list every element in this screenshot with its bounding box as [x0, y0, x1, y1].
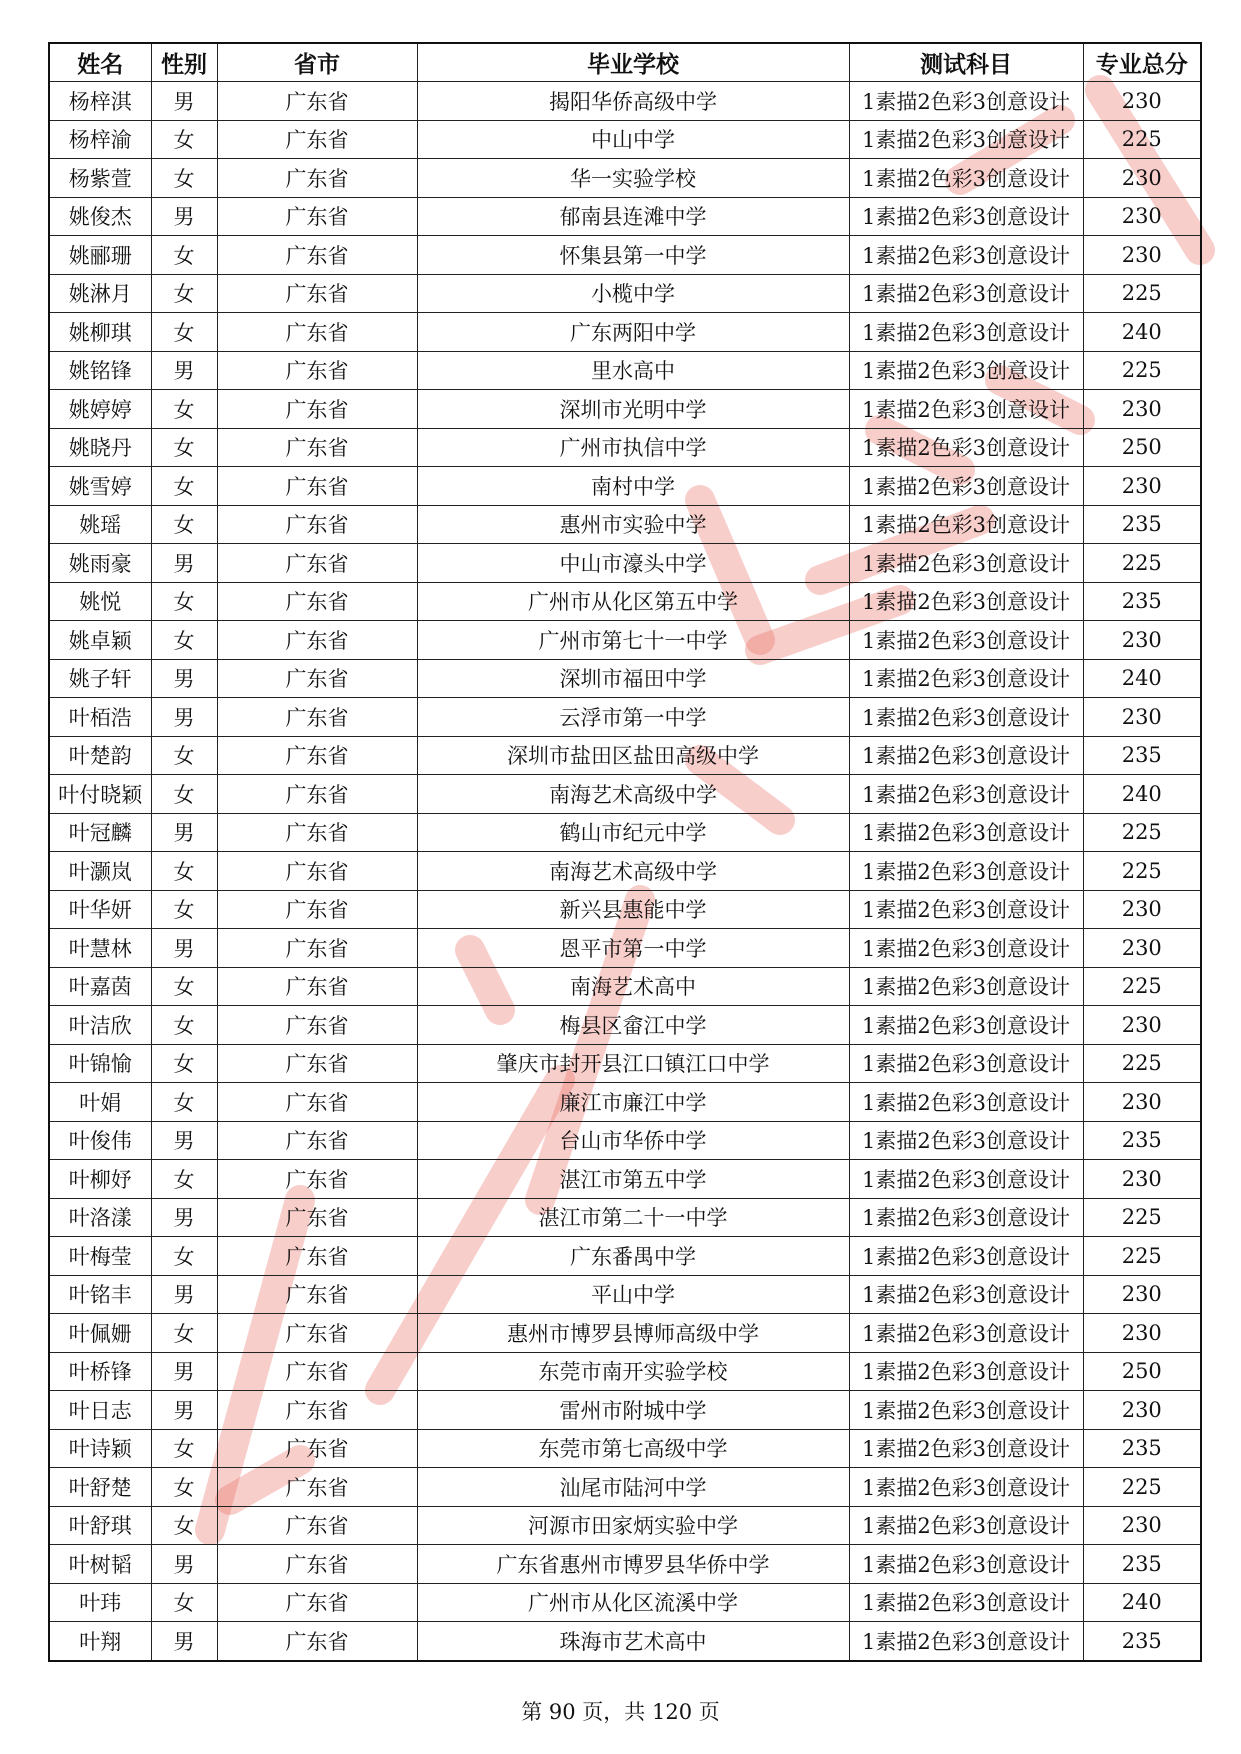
cell-total-score: 230 — [1083, 929, 1201, 968]
cell-name: 叶嘉茵 — [49, 967, 151, 1006]
cell-province: 广东省 — [217, 1083, 417, 1122]
column-header-province: 省市 — [217, 43, 417, 82]
cell-name: 姚淋月 — [49, 274, 151, 313]
cell-province: 广东省 — [217, 82, 417, 121]
cell-subjects: 1素描2色彩3创意设计 — [849, 1198, 1083, 1237]
table-body — [49, 82, 1201, 1661]
cell-total-score: 225 — [1083, 351, 1201, 390]
cell-name: 姚铭锋 — [49, 351, 151, 390]
table-row — [49, 1468, 1201, 1507]
cell-gender: 女 — [151, 313, 217, 352]
table-row — [49, 1275, 1201, 1314]
cell-name: 叶慧林 — [49, 929, 151, 968]
cell-province: 广东省 — [217, 659, 417, 698]
cell-total-score: 225 — [1083, 120, 1201, 159]
cell-total-score: 240 — [1083, 313, 1201, 352]
cell-province: 广东省 — [217, 813, 417, 852]
cell-school: 湛江市第五中学 — [417, 1160, 849, 1199]
column-header-name: 姓名 — [49, 43, 151, 82]
cell-total-score: 235 — [1083, 505, 1201, 544]
cell-province: 广东省 — [217, 1622, 417, 1661]
cell-province: 广东省 — [217, 1314, 417, 1353]
table-row — [49, 929, 1201, 968]
cell-subjects: 1素描2色彩3创意设计 — [849, 1121, 1083, 1160]
table-row — [49, 1314, 1201, 1353]
cell-name: 叶舒楚 — [49, 1468, 151, 1507]
cell-name: 叶铭丰 — [49, 1275, 151, 1314]
cell-school: 广东番禺中学 — [417, 1237, 849, 1276]
cell-total-score: 250 — [1083, 1352, 1201, 1391]
cell-total-score: 230 — [1083, 236, 1201, 275]
cell-gender: 男 — [151, 1121, 217, 1160]
cell-name: 姚悦 — [49, 582, 151, 621]
table-row — [49, 659, 1201, 698]
cell-province: 广东省 — [217, 1468, 417, 1507]
cell-name: 姚卓颖 — [49, 621, 151, 660]
cell-school: 湛江市第二十一中学 — [417, 1198, 849, 1237]
cell-total-score: 230 — [1083, 1275, 1201, 1314]
cell-subjects: 1素描2色彩3创意设计 — [849, 1275, 1083, 1314]
cell-province: 广东省 — [217, 775, 417, 814]
cell-name: 叶桥锋 — [49, 1352, 151, 1391]
table-row — [49, 1198, 1201, 1237]
cell-gender: 男 — [151, 929, 217, 968]
cell-school: 台山市华侨中学 — [417, 1121, 849, 1160]
cell-province: 广东省 — [217, 852, 417, 891]
table-row — [49, 505, 1201, 544]
cell-name: 叶诗颖 — [49, 1429, 151, 1468]
cell-total-score: 230 — [1083, 890, 1201, 929]
cell-total-score: 230 — [1083, 82, 1201, 121]
cell-total-score: 240 — [1083, 659, 1201, 698]
cell-subjects: 1素描2色彩3创意设计 — [849, 1583, 1083, 1622]
cell-subjects: 1素描2色彩3创意设计 — [849, 1160, 1083, 1199]
cell-province: 广东省 — [217, 390, 417, 429]
cell-province: 广东省 — [217, 736, 417, 775]
cell-school: 梅县区畲江中学 — [417, 1006, 849, 1045]
cell-province: 广东省 — [217, 467, 417, 506]
cell-gender: 男 — [151, 698, 217, 737]
cell-total-score: 230 — [1083, 467, 1201, 506]
cell-name: 姚雪婷 — [49, 467, 151, 506]
table-row — [49, 1622, 1201, 1661]
cell-gender: 女 — [151, 1083, 217, 1122]
cell-subjects: 1素描2色彩3创意设计 — [849, 313, 1083, 352]
cell-total-score: 230 — [1083, 1506, 1201, 1545]
cell-gender: 女 — [151, 1314, 217, 1353]
table-row — [49, 1352, 1201, 1391]
cell-name: 姚婷婷 — [49, 390, 151, 429]
cell-total-score: 225 — [1083, 967, 1201, 1006]
cell-subjects: 1素描2色彩3创意设计 — [849, 351, 1083, 390]
table-row — [49, 1044, 1201, 1083]
table-row — [49, 1583, 1201, 1622]
table-row — [49, 82, 1201, 121]
cell-gender: 男 — [151, 197, 217, 236]
cell-total-score: 225 — [1083, 852, 1201, 891]
cell-province: 广东省 — [217, 967, 417, 1006]
cell-name: 姚柳琪 — [49, 313, 151, 352]
cell-name: 叶栢浩 — [49, 698, 151, 737]
cell-gender: 女 — [151, 621, 217, 660]
cell-name: 叶梅莹 — [49, 1237, 151, 1276]
cell-province: 广东省 — [217, 1121, 417, 1160]
cell-name: 叶付晓颖 — [49, 775, 151, 814]
cell-subjects: 1素描2色彩3创意设计 — [849, 505, 1083, 544]
cell-school: 广州市执信中学 — [417, 428, 849, 467]
cell-name: 叶娟 — [49, 1083, 151, 1122]
cell-province: 广东省 — [217, 1429, 417, 1468]
cell-school: 南海艺术高级中学 — [417, 852, 849, 891]
cell-gender: 女 — [151, 736, 217, 775]
cell-name: 叶俊伟 — [49, 1121, 151, 1160]
cell-total-score: 230 — [1083, 1314, 1201, 1353]
cell-name: 杨梓渝 — [49, 120, 151, 159]
cell-gender: 男 — [151, 659, 217, 698]
cell-subjects: 1素描2色彩3创意设计 — [849, 621, 1083, 660]
table-row — [49, 1083, 1201, 1122]
cell-total-score: 235 — [1083, 1622, 1201, 1661]
cell-gender: 男 — [151, 1391, 217, 1430]
cell-gender: 女 — [151, 236, 217, 275]
cell-name: 姚晓丹 — [49, 428, 151, 467]
cell-school: 中山中学 — [417, 120, 849, 159]
cell-school: 怀集县第一中学 — [417, 236, 849, 275]
cell-total-score: 230 — [1083, 1006, 1201, 1045]
cell-province: 广东省 — [217, 1275, 417, 1314]
cell-gender: 女 — [151, 1044, 217, 1083]
table-row — [49, 852, 1201, 891]
table-row — [49, 197, 1201, 236]
cell-gender: 男 — [151, 813, 217, 852]
cell-province: 广东省 — [217, 313, 417, 352]
cell-name: 叶柳妤 — [49, 1160, 151, 1199]
cell-gender: 女 — [151, 120, 217, 159]
cell-school: 深圳市光明中学 — [417, 390, 849, 429]
cell-gender: 男 — [151, 82, 217, 121]
cell-total-score: 225 — [1083, 274, 1201, 313]
cell-total-score: 235 — [1083, 736, 1201, 775]
cell-subjects: 1素描2色彩3创意设计 — [849, 659, 1083, 698]
cell-gender: 女 — [151, 1468, 217, 1507]
cell-subjects: 1素描2色彩3创意设计 — [849, 967, 1083, 1006]
cell-name: 叶华妍 — [49, 890, 151, 929]
cell-province: 广东省 — [217, 1160, 417, 1199]
table-row — [49, 736, 1201, 775]
cell-province: 广东省 — [217, 1545, 417, 1584]
cell-subjects: 1素描2色彩3创意设计 — [849, 890, 1083, 929]
cell-gender: 女 — [151, 967, 217, 1006]
cell-school: 深圳市盐田区盐田高级中学 — [417, 736, 849, 775]
cell-name: 杨梓淇 — [49, 82, 151, 121]
cell-province: 广东省 — [217, 1006, 417, 1045]
cell-name: 姚瑶 — [49, 505, 151, 544]
cell-name: 叶佩姗 — [49, 1314, 151, 1353]
cell-name: 叶玮 — [49, 1583, 151, 1622]
cell-subjects: 1素描2色彩3创意设计 — [849, 929, 1083, 968]
cell-province: 广东省 — [217, 1237, 417, 1276]
table-row — [49, 967, 1201, 1006]
cell-gender: 女 — [151, 467, 217, 506]
table-row — [49, 428, 1201, 467]
cell-name: 杨紫萱 — [49, 159, 151, 198]
cell-subjects: 1素描2色彩3创意设计 — [849, 1545, 1083, 1584]
cell-province: 广东省 — [217, 544, 417, 583]
cell-gender: 男 — [151, 1622, 217, 1661]
cell-school: 恩平市第一中学 — [417, 929, 849, 968]
cell-school: 广东两阳中学 — [417, 313, 849, 352]
table-row — [49, 1121, 1201, 1160]
cell-total-score: 225 — [1083, 1468, 1201, 1507]
cell-name: 姚子轩 — [49, 659, 151, 698]
cell-total-score: 230 — [1083, 159, 1201, 198]
table-row — [49, 813, 1201, 852]
cell-school: 揭阳华侨高级中学 — [417, 82, 849, 121]
cell-school: 广州市从化区第五中学 — [417, 582, 849, 621]
cell-subjects: 1素描2色彩3创意设计 — [849, 698, 1083, 737]
cell-school: 鹤山市纪元中学 — [417, 813, 849, 852]
cell-name: 叶洛漾 — [49, 1198, 151, 1237]
table-row — [49, 1545, 1201, 1584]
table-row — [49, 120, 1201, 159]
cell-province: 广东省 — [217, 890, 417, 929]
cell-name: 姚郦珊 — [49, 236, 151, 275]
cell-gender: 男 — [151, 1352, 217, 1391]
table-row — [49, 698, 1201, 737]
cell-total-score: 225 — [1083, 1198, 1201, 1237]
cell-province: 广东省 — [217, 351, 417, 390]
cell-school: 广东省惠州市博罗县华侨中学 — [417, 1545, 849, 1584]
cell-total-score: 230 — [1083, 698, 1201, 737]
cell-gender: 女 — [151, 390, 217, 429]
cell-name: 叶翔 — [49, 1622, 151, 1661]
table-row — [49, 1429, 1201, 1468]
cell-school: 东莞市南开实验学校 — [417, 1352, 849, 1391]
cell-school: 新兴县惠能中学 — [417, 890, 849, 929]
cell-total-score: 235 — [1083, 1545, 1201, 1584]
cell-name: 姚雨豪 — [49, 544, 151, 583]
cell-total-score: 230 — [1083, 390, 1201, 429]
cell-school: 华一实验学校 — [417, 159, 849, 198]
cell-gender: 男 — [151, 1545, 217, 1584]
cell-subjects: 1素描2色彩3创意设计 — [849, 1044, 1083, 1083]
cell-province: 广东省 — [217, 274, 417, 313]
cell-province: 广东省 — [217, 1506, 417, 1545]
cell-province: 广东省 — [217, 1391, 417, 1430]
cell-subjects: 1素描2色彩3创意设计 — [849, 1237, 1083, 1276]
cell-total-score: 235 — [1083, 1429, 1201, 1468]
cell-subjects: 1素描2色彩3创意设计 — [849, 428, 1083, 467]
column-header-school: 毕业学校 — [417, 43, 849, 82]
cell-subjects: 1素描2色彩3创意设计 — [849, 1391, 1083, 1430]
table-row — [49, 274, 1201, 313]
cell-province: 广东省 — [217, 1198, 417, 1237]
column-header-gender: 性别 — [151, 43, 217, 82]
cell-name: 叶日志 — [49, 1391, 151, 1430]
table-row — [49, 313, 1201, 352]
cell-total-score: 235 — [1083, 1121, 1201, 1160]
cell-school: 郁南县连滩中学 — [417, 197, 849, 236]
cell-gender: 女 — [151, 1583, 217, 1622]
cell-gender: 女 — [151, 274, 217, 313]
cell-school: 广州市第七十一中学 — [417, 621, 849, 660]
cell-school: 平山中学 — [417, 1275, 849, 1314]
cell-name: 叶树韬 — [49, 1545, 151, 1584]
cell-subjects: 1素描2色彩3创意设计 — [849, 544, 1083, 583]
cell-subjects: 1素描2色彩3创意设计 — [849, 1352, 1083, 1391]
cell-school: 惠州市实验中学 — [417, 505, 849, 544]
cell-school: 广州市从化区流溪中学 — [417, 1583, 849, 1622]
cell-subjects: 1素描2色彩3创意设计 — [849, 390, 1083, 429]
table-row — [49, 1237, 1201, 1276]
column-header-subjects: 测试科目 — [849, 43, 1083, 82]
cell-gender: 男 — [151, 1198, 217, 1237]
cell-gender: 男 — [151, 351, 217, 390]
cell-school: 珠海市艺术高中 — [417, 1622, 849, 1661]
table-row — [49, 890, 1201, 929]
cell-school: 东莞市第七高级中学 — [417, 1429, 849, 1468]
cell-school: 雷州市附城中学 — [417, 1391, 849, 1430]
cell-province: 广东省 — [217, 120, 417, 159]
cell-subjects: 1素描2色彩3创意设计 — [849, 159, 1083, 198]
cell-province: 广东省 — [217, 1583, 417, 1622]
cell-gender: 女 — [151, 505, 217, 544]
cell-province: 广东省 — [217, 236, 417, 275]
cell-total-score: 240 — [1083, 1583, 1201, 1622]
cell-gender: 女 — [151, 1506, 217, 1545]
cell-school: 河源市田家炳实验中学 — [417, 1506, 849, 1545]
column-header-total-score: 专业总分 — [1083, 43, 1201, 82]
cell-total-score: 240 — [1083, 775, 1201, 814]
cell-gender: 男 — [151, 544, 217, 583]
cell-total-score: 230 — [1083, 621, 1201, 660]
cell-gender: 女 — [151, 582, 217, 621]
cell-subjects: 1素描2色彩3创意设计 — [849, 197, 1083, 236]
cell-subjects: 1素描2色彩3创意设计 — [849, 1006, 1083, 1045]
cell-total-score: 230 — [1083, 1160, 1201, 1199]
table-row — [49, 1160, 1201, 1199]
table-row — [49, 1006, 1201, 1045]
cell-school: 南海艺术高级中学 — [417, 775, 849, 814]
cell-school: 南村中学 — [417, 467, 849, 506]
cell-subjects: 1素描2色彩3创意设计 — [849, 775, 1083, 814]
cell-subjects: 1素描2色彩3创意设计 — [849, 582, 1083, 621]
cell-province: 广东省 — [217, 698, 417, 737]
table-row — [49, 775, 1201, 814]
cell-gender: 女 — [151, 775, 217, 814]
cell-school: 云浮市第一中学 — [417, 698, 849, 737]
page-footer: 第 90 页，共 120 页 — [521, 1700, 720, 1724]
table-row — [49, 1506, 1201, 1545]
cell-province: 广东省 — [217, 428, 417, 467]
score-table — [48, 42, 1202, 1662]
cell-province: 广东省 — [217, 1352, 417, 1391]
cell-school: 里水高中 — [417, 351, 849, 390]
cell-subjects: 1素描2色彩3创意设计 — [849, 1314, 1083, 1353]
cell-school: 中山市濠头中学 — [417, 544, 849, 583]
cell-subjects: 1素描2色彩3创意设计 — [849, 120, 1083, 159]
cell-total-score: 230 — [1083, 1083, 1201, 1122]
cell-name: 叶灏岚 — [49, 852, 151, 891]
table-row — [49, 351, 1201, 390]
cell-province: 广东省 — [217, 505, 417, 544]
cell-gender: 女 — [151, 1429, 217, 1468]
table-row — [49, 390, 1201, 429]
cell-school: 廉江市廉江中学 — [417, 1083, 849, 1122]
cell-gender: 女 — [151, 428, 217, 467]
cell-total-score: 225 — [1083, 1237, 1201, 1276]
cell-subjects: 1素描2色彩3创意设计 — [849, 1622, 1083, 1661]
cell-school: 深圳市福田中学 — [417, 659, 849, 698]
cell-gender: 女 — [151, 1237, 217, 1276]
header-row — [49, 43, 1201, 82]
table-row — [49, 236, 1201, 275]
cell-school: 惠州市博罗县博师高级中学 — [417, 1314, 849, 1353]
table-row — [49, 467, 1201, 506]
cell-school: 小榄中学 — [417, 274, 849, 313]
cell-gender: 女 — [151, 852, 217, 891]
cell-total-score: 230 — [1083, 1391, 1201, 1430]
table-row — [49, 544, 1201, 583]
cell-subjects: 1素描2色彩3创意设计 — [849, 1506, 1083, 1545]
cell-subjects: 1素描2色彩3创意设计 — [849, 236, 1083, 275]
cell-name: 叶锦愉 — [49, 1044, 151, 1083]
cell-name: 叶楚韵 — [49, 736, 151, 775]
table-row — [49, 621, 1201, 660]
cell-name: 姚俊杰 — [49, 197, 151, 236]
table-row — [49, 1391, 1201, 1430]
cell-school: 汕尾市陆河中学 — [417, 1468, 849, 1507]
table-row — [49, 159, 1201, 198]
cell-total-score: 250 — [1083, 428, 1201, 467]
cell-subjects: 1素描2色彩3创意设计 — [849, 736, 1083, 775]
cell-name: 叶洁欣 — [49, 1006, 151, 1045]
cell-name: 叶冠麟 — [49, 813, 151, 852]
cell-school: 南海艺术高中 — [417, 967, 849, 1006]
cell-province: 广东省 — [217, 621, 417, 660]
cell-subjects: 1素描2色彩3创意设计 — [849, 1429, 1083, 1468]
cell-gender: 女 — [151, 1006, 217, 1045]
cell-subjects: 1素描2色彩3创意设计 — [849, 274, 1083, 313]
cell-subjects: 1素描2色彩3创意设计 — [849, 1083, 1083, 1122]
cell-school: 肇庆市封开县江口镇江口中学 — [417, 1044, 849, 1083]
cell-total-score: 225 — [1083, 1044, 1201, 1083]
cell-total-score: 235 — [1083, 582, 1201, 621]
cell-gender: 女 — [151, 159, 217, 198]
cell-name: 叶舒琪 — [49, 1506, 151, 1545]
cell-gender: 男 — [151, 1275, 217, 1314]
cell-province: 广东省 — [217, 1044, 417, 1083]
table-row — [49, 582, 1201, 621]
cell-subjects: 1素描2色彩3创意设计 — [849, 1468, 1083, 1507]
cell-province: 广东省 — [217, 159, 417, 198]
cell-gender: 女 — [151, 890, 217, 929]
cell-province: 广东省 — [217, 582, 417, 621]
cell-gender: 女 — [151, 1160, 217, 1199]
cell-total-score: 225 — [1083, 813, 1201, 852]
cell-total-score: 225 — [1083, 544, 1201, 583]
cell-province: 广东省 — [217, 197, 417, 236]
cell-subjects: 1素描2色彩3创意设计 — [849, 467, 1083, 506]
cell-subjects: 1素描2色彩3创意设计 — [849, 82, 1083, 121]
cell-subjects: 1素描2色彩3创意设计 — [849, 852, 1083, 891]
cell-subjects: 1素描2色彩3创意设计 — [849, 813, 1083, 852]
cell-total-score: 230 — [1083, 197, 1201, 236]
cell-province: 广东省 — [217, 929, 417, 968]
